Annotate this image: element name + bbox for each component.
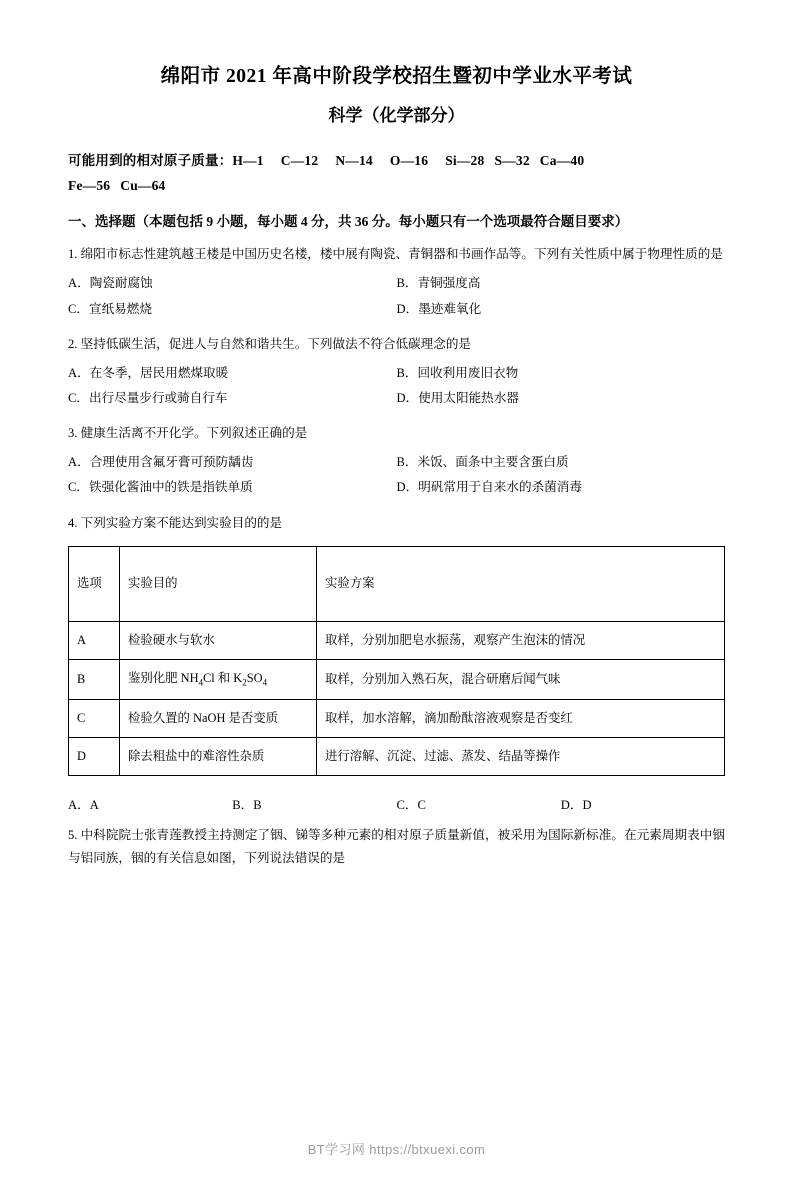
question-3-number: 3. [68,426,78,441]
question-5-number: 5. [68,828,78,843]
atomic-mass-fe: Fe—56 [68,177,111,193]
table-header-option: 选项 [69,546,120,621]
question-4-text [68,512,725,534]
question-1-number: 1. [68,247,78,262]
experiment-table [68,546,725,777]
table-header-plan: 实验方案 [317,546,725,621]
question-2-body: 坚持低碳生活，促进人与自然和谐共生。下列做法不符合低碳理念的是 [80,336,472,351]
table-row-b-plan: 取样，分别加入熟石灰，混合研磨后闻气味 [317,659,725,699]
atomic-mass-h: H—1 [232,152,264,168]
question-3-option-d[interactable]: D．明矾常用于自来水的杀菌消毒 [396,480,582,495]
question-3-option-b[interactable]: B．米饭、面条中主要含蛋白质 [396,455,569,470]
table-row [69,700,725,738]
table-row-a-purpose: 检验硬水与软水 [120,621,317,659]
question-1-text [68,243,725,265]
question-4 [68,512,725,534]
question-1-option-a[interactable]: A．陶瓷耐腐蚀 [68,276,153,291]
question-1 [68,243,725,321]
atomic-mass-block [68,149,725,199]
question-4-option-d[interactable]: D．D [560,798,592,813]
question-2-option-d[interactable]: D．使用太阳能热水器 [396,390,519,405]
atomic-mass-o: O—16 [389,152,429,168]
atomic-mass-n: N—14 [335,152,373,168]
question-1-option-c[interactable]: C．宣纸易燃烧 [68,301,152,316]
question-3-option-a[interactable]: A．合理使用含氟牙膏可预防龋齿 [68,455,254,470]
question-4-options [68,794,725,813]
table-row [69,659,725,699]
table-row-a-option: A [69,621,120,659]
table-row-d-plan: 进行溶解、沉淀、过滤、蒸发、结晶等操作 [317,738,725,776]
question-2-option-b[interactable]: B．回收利用废旧衣物 [396,365,519,380]
question-1-option-d[interactable]: D．墨迹难氧化 [396,301,482,316]
atomic-mass-ca: Ca—40 [539,152,585,168]
table-row-c-option: C [69,700,120,738]
question-3-options [68,450,725,500]
question-2-text [68,333,725,355]
question-4-body: 下列实验方案不能达到实验目的的是 [80,515,283,530]
table-row-d-purpose: 除去粗盐中的难溶性杂质 [120,738,317,776]
question-2-number: 2. [68,336,78,351]
table-row-c-purpose: 检验久置的 NaOH 是否变质 [120,700,317,738]
question-2-option-a[interactable]: A．在冬季，居民用燃煤取暖 [68,365,229,380]
question-3 [68,422,725,500]
section-heading: 一、选择题（本题包括 9 小题，每小题 4 分，共 36 分。每小题只有一个选项最符合题目要求） [68,213,629,229]
question-3-body: 健康生活离不开化学。下列叙述正确的是 [80,426,308,441]
page-subtitle: 科学（化学部分） [328,106,465,126]
atomic-mass-si: Si—28 [445,152,485,168]
question-4-option-c[interactable]: C．C [396,798,426,813]
atomic-mass-c: C—12 [280,152,319,168]
exam-paper-page [0,62,793,1184]
watermark-footer: BT学习网 https://btxuexi.com [307,1142,486,1157]
table-row [69,621,725,659]
table-row [69,738,725,776]
question-3-text [68,422,725,444]
atomic-mass-cu: Cu—64 [120,177,166,193]
question-3-option-c[interactable]: C．铁强化酱油中的铁是指铁单质 [68,480,253,495]
question-5 [68,824,725,868]
question-1-body: 绵阳市标志性建筑越王楼是中国历史名楼，楼中展有陶瓷、青铜器和书画作品等。下列有关性质中属于物理性质的是 [80,247,723,262]
atomic-mass-line2 [68,174,725,199]
question-2 [68,333,725,411]
question-1-options [68,271,725,321]
question-5-body: 中科院院士张青莲教授主持测定了铟、锑等多种元素的相对原子质量新值，被采用为国际新标准。在元素周期表中铟与铝同族，铟的有关信息如图，下列说法错误的是 [68,828,726,865]
table-row-d-option: D [69,738,120,776]
page-title: 绵阳市 2021 年高中阶段学校招生暨初中学业水平考试 [160,66,633,87]
question-4-option-a[interactable]: A．A [68,798,99,813]
table-row-a-plan: 取样，分别加肥皂水振荡，观察产生泡沫的情况 [317,621,725,659]
table-row-b-option: B [69,659,120,699]
question-4-number: 4. [68,515,78,530]
table-row-c-plan: 取样，加水溶解，滴加酚酞溶液观察是否变红 [317,700,725,738]
question-4-option-b[interactable]: B．B [232,798,262,813]
question-1-option-b[interactable]: B．青铜强度高 [396,276,481,291]
atomic-mass-s: S—32 [494,152,530,168]
atomic-mass-label: 可能用到的相对原子质量： [68,152,233,168]
question-2-options [68,361,725,411]
table-header-purpose: 实验目的 [120,546,317,621]
question-5-text [68,824,725,868]
table-header-row [69,546,725,621]
table-row-b-purpose: 鉴别化肥 $NH_4Cl$ 和 $K_2SO_4$ [120,659,317,699]
question-2-option-c[interactable]: C．出行尽量步行或骑自行车 [68,390,228,405]
